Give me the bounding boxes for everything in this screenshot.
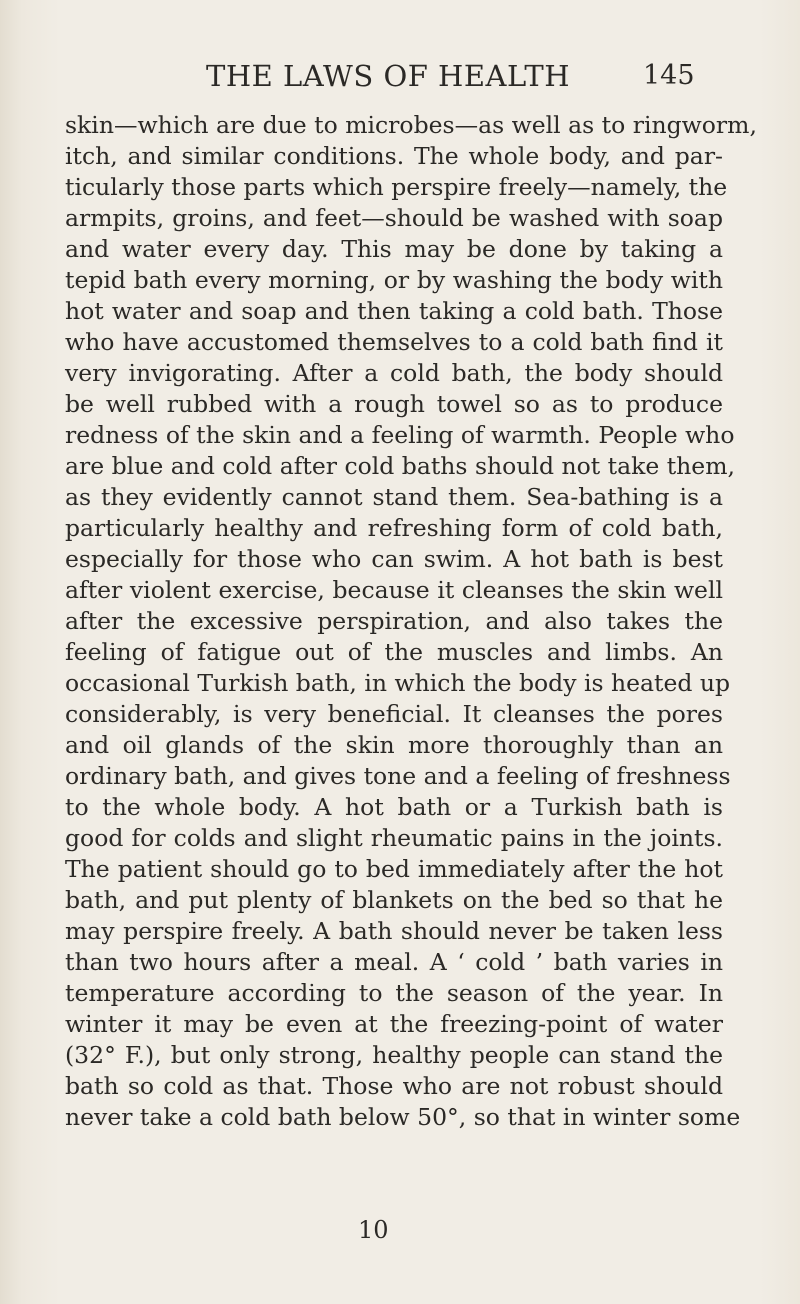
text-line: after violent exercise, because it cleanses the skin well bbox=[65, 576, 723, 604]
page-header bbox=[0, 58, 800, 98]
text-line: very invigorating. After a cold bath, the body should bbox=[65, 359, 723, 387]
text-line: hot water and soap and then taking a cold bath. Those bbox=[65, 297, 723, 325]
text-line: who have accustomed themselves to a cold bath find it bbox=[65, 328, 723, 356]
text-line: than two hours after a meal. A ‘ cold ’ bath varies in bbox=[65, 948, 723, 976]
page-number: 145 bbox=[643, 60, 695, 91]
text-line: considerably, is very beneficial. It cleanses the pores bbox=[65, 700, 723, 728]
text-line: The patient should go to bed immediately after the hot bbox=[65, 855, 723, 883]
text-line: good for colds and slight rheumatic pains in the joints. bbox=[65, 824, 723, 852]
text-line: to the whole body. A hot bath or a Turkish bath is bbox=[65, 793, 723, 821]
text-line: particularly healthy and refreshing form of cold bath, bbox=[65, 514, 723, 542]
text-line: may perspire freely. A bath should never be taken less bbox=[65, 917, 723, 945]
text-line: bath, and put plenty of blankets on the bed so that he bbox=[65, 886, 723, 914]
text-line: tepid bath every morning, or by washing the body with bbox=[65, 266, 723, 294]
text-line: (32° F.), but only strong, healthy people can stand the bbox=[65, 1041, 723, 1069]
text-line: winter it may be even at the freezing-point of water bbox=[65, 1010, 723, 1038]
text-line: bath so cold as that. Those who are not robust should bbox=[65, 1072, 723, 1100]
text-line: ordinary bath, and gives tone and a feeling of freshness bbox=[65, 762, 731, 790]
text-line: itch, and similar conditions. The whole body, and par- bbox=[65, 142, 723, 170]
text-line: armpits, groins, and feet—should be washed with soap bbox=[65, 204, 723, 232]
text-line: especially for those who can swim. A hot bath is best bbox=[65, 545, 723, 573]
text-line: temperature according to the season of the year. In bbox=[65, 979, 723, 1007]
text-line: occasional Turkish bath, in which the body is heated up bbox=[65, 669, 731, 697]
text-line: redness of the skin and a feeling of warmth. People who bbox=[65, 421, 735, 449]
text-line: are blue and cold after cold baths should not take them, bbox=[65, 452, 735, 480]
body-text bbox=[65, 110, 757, 1133]
text-line: and water every day. This may be done by taking a bbox=[65, 235, 723, 263]
text-line: ticularly those parts which perspire freely—namely, the bbox=[65, 173, 728, 201]
text-line: be well rubbed with a rough towel so as to produce bbox=[65, 390, 723, 418]
text-line: feeling of fatigue out of the muscles and limbs. An bbox=[65, 638, 723, 666]
text-line: never take a cold bath below 50°, so that in winter some bbox=[65, 1103, 741, 1131]
signature-mark: 10 bbox=[358, 1216, 389, 1244]
text-line: skin—which are due to microbes—as well as to ringworm, bbox=[65, 111, 757, 139]
text-line: as they evidently cannot stand them. Sea-bathing is a bbox=[65, 483, 723, 511]
running-title: THE LAWS OF HEALTH bbox=[206, 59, 570, 93]
text-line: and oil glands of the skin more thoroughly than an bbox=[65, 731, 723, 759]
text-line: after the excessive perspiration, and also takes the bbox=[65, 607, 723, 635]
